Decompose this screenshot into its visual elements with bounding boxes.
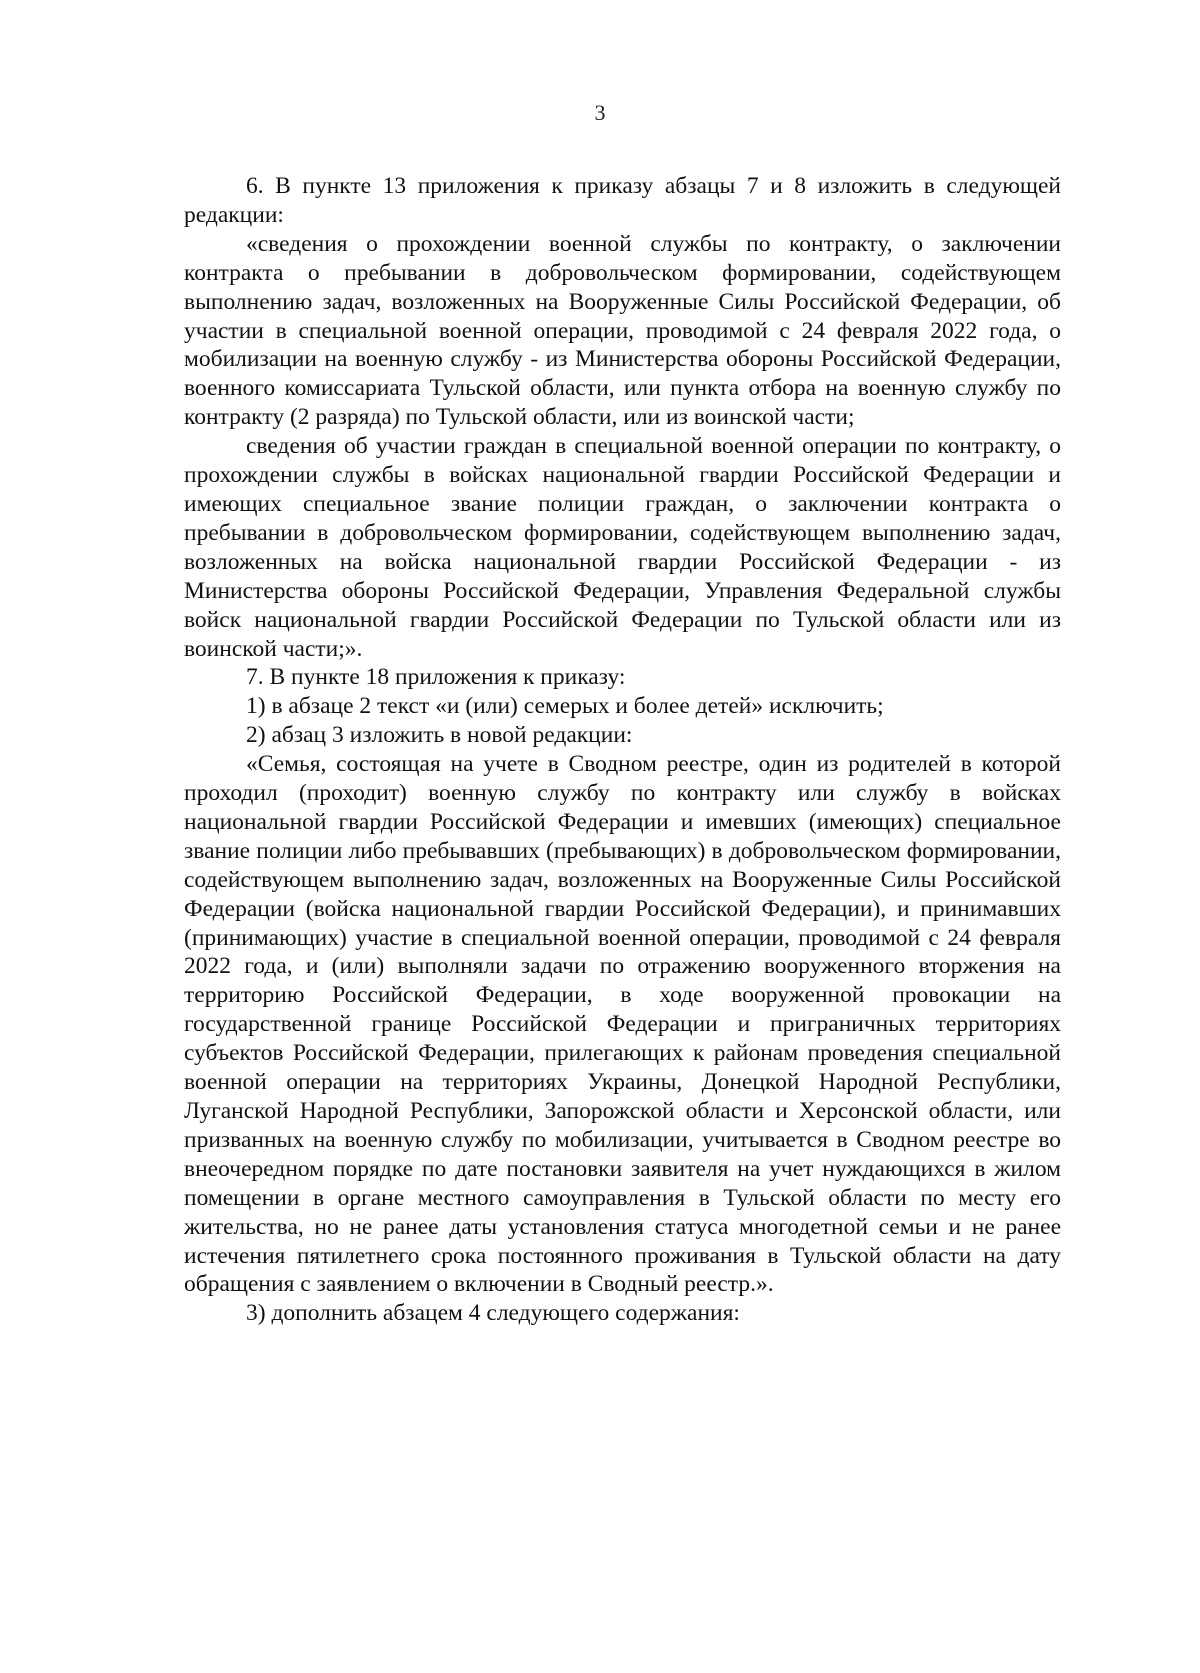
paragraph-subitem-2: 2) абзац 3 изложить в новой редакции:: [246, 722, 633, 749]
page-number: 3: [594, 100, 606, 125]
paragraph-guard-info: сведения об участии граждан в специальной военной операции по контракту, о прохождении службы в войсках национальной гвардии Российской Федерации и имеющих специальное звание полиции граждан, о заключении контракта о пребывании в добровольческом формировании, содействующем выполнению задач, возложенных на войска национальной гвардии Российской Федерации - из Министерства обороны Российской Федерации, Управления Федеральной службы войск национальной гвардии Российской Федерации по Тульской области или из воинской части;».: [184, 433, 1061, 662]
paragraph-family-registry: «Семья, состоящая на учете в Сводном реестре, один из родителей в которой проходил (проходит) военную службу по контракту или службу в войсках национальной гвардии Российской Федерации и имевших (имеющих) специальное звание полиции либо пребывавших (пребывающих) в добровольческом формировании, содействующем выполнению задач, возложенных на Вооруженные Силы Российской Федерации (войска национальной гвардии Российской Федерации), и принимавших (принимающих) участие в специальной военной операции, проводимой с 24 февраля 2022 года, и (или) выполняли задачи по отражению вооруженного вторжения на территорию Российской Федерации, в ходе вооруженной провокации на государственной границе Российской Федерации и приграничных территориях субъектов Российской Федерации, прилегающих к районам проведения специальной военной операции на территориях Украины, Донецкой Народной Республики, Луганской Народной Республики, Запорожской области и Херсонской области, или призванных на военную службу по мобилизации, учитывается в Сводном реестре во внеочередном порядке по дате постановки заявителя на учет нуждающихся в жилом помещении в органе местного самоуправления в Тульской области по месту его жительства, но не ранее даты установления статуса многодетной семьи и не ранее истечения пятилетнего срока постоянного проживания в Тульской области на дату обращения с заявлением о включении в Сводный реестр.».: [184, 751, 1061, 1298]
paragraph-item-7-intro: 7. В пункте 18 приложения к приказу:: [246, 664, 626, 691]
paragraph-subitem-3: 3) дополнить абзацем 4 следующего содержания:: [246, 1300, 740, 1327]
document-body: [184, 172, 1061, 1328]
paragraph-service-info: «сведения о прохождении военной службы по контракту, о заключении контракта о пребывании в добровольческом формировании, содействующем выполнению задач, возложенных на Вооруженные Силы Российской Федерации, об участии в специальной военной операции, проводимой с 24 февраля 2022 года, о мобилизации на военную службу - из Министерства обороны Российской Федерации, военного комиссариата Тульской области, или пункта отбора на военную службу по контракту (2 разряда) по Тульской области, или из воинской части;: [184, 230, 1061, 431]
paragraph-subitem-1: 1) в абзаце 2 текст «и (или) семерых и более детей» исключить;: [246, 693, 884, 720]
paragraph-item-6-intro: 6. В пункте 13 приложения к приказу абзацы 7 и 8 изложить в следующей редакции:: [184, 173, 1061, 228]
